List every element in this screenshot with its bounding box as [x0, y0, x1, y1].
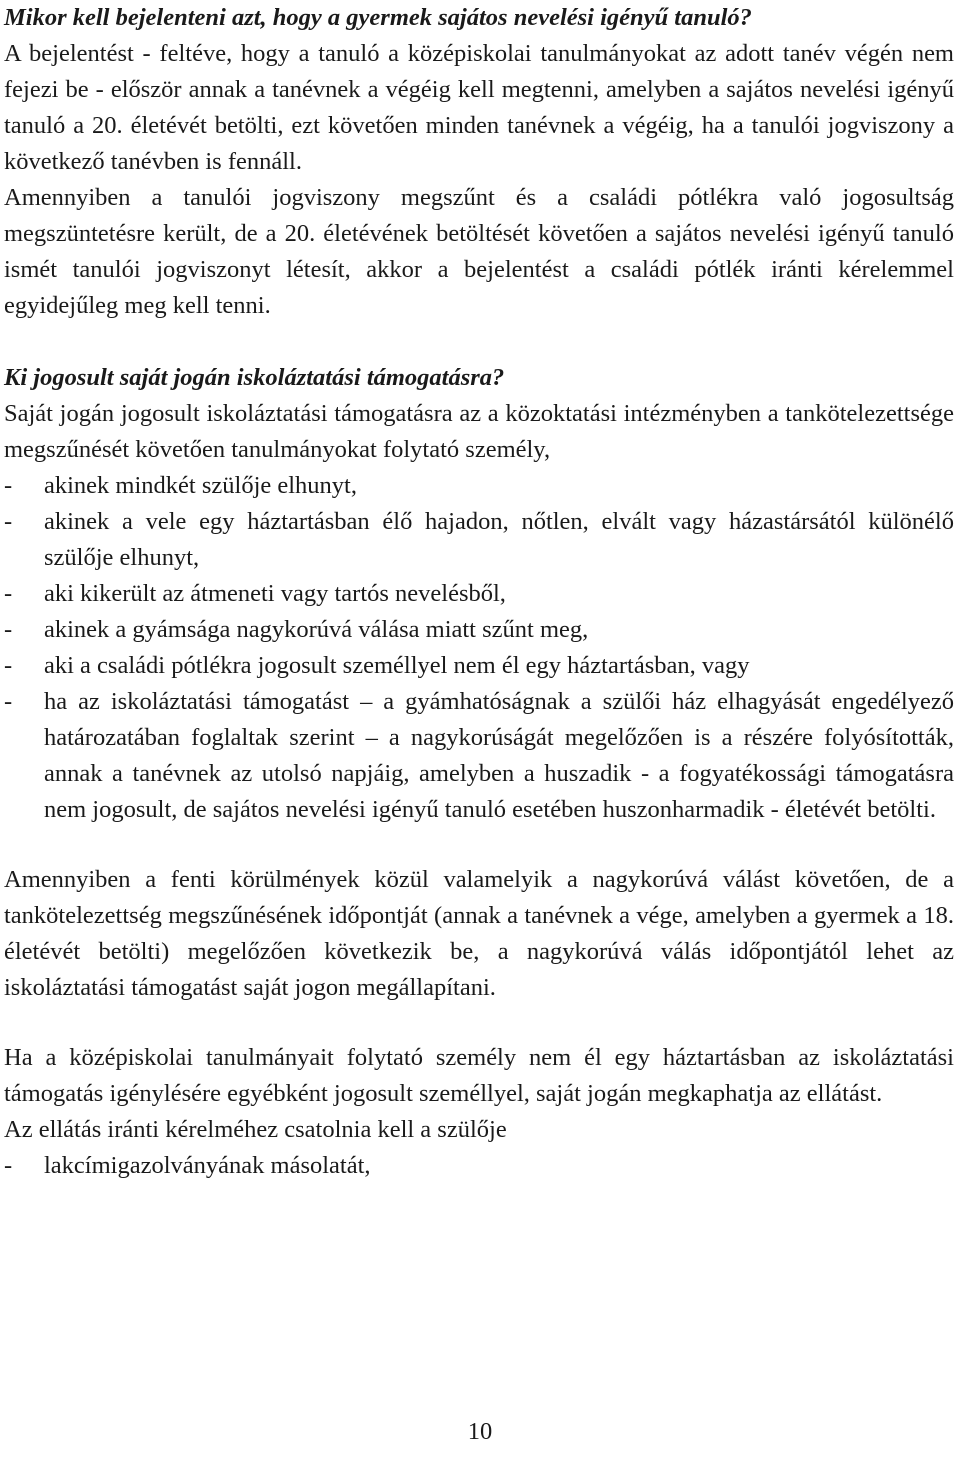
- list-dash: -: [4, 508, 13, 535]
- document-page: [4, 0, 954, 1184]
- list-item: [4, 504, 954, 576]
- section2-heading: Ki jogosult saját jogán iskoláztatási támogatásra?: [4, 364, 505, 391]
- list-item: [4, 468, 954, 504]
- list-item-text: ha az iskoláztatási támogatást – a gyámhatóságnak a szülői ház elhagyását engedélyező határozatában foglaltak szerint – a nagykorúságát megelőzően is a részére folyósították, annak a tanévnek az utolsó napjáig, amelyben a huszadik - a fogyatékossági támogatásra nem jogosult, de sajátos nevelési igényű tanuló esetében huszonharmadik - életévét betölti.: [44, 688, 954, 823]
- attachment-intro: Az ellátás iránti kérelméhez csatolnia kell a szülője: [4, 1116, 507, 1143]
- list-dash: -: [4, 688, 13, 715]
- list-item-text: akinek mindkét szülője elhunyt,: [44, 472, 357, 499]
- list-dash: -: [4, 1152, 13, 1179]
- section1-paragraph-2: Amennyiben a tanulói jogviszony megszűnt és a családi pótlékra való jogosultság megszüntetésre került, de a 20. életévének betöltését követően a sajátos nevelési igényű tanuló ismét tanulói jogviszonyt létesít, akkor a bejelentést a családi pótlék iránti kérelemmel egyidejűleg meg kell tenni.: [4, 184, 954, 319]
- list-item-text: lakcímigazolványának másolatát,: [44, 1152, 371, 1179]
- section1-paragraph-1: A bejelentést - feltéve, hogy a tanuló a középiskolai tanulmányokat az adott tanév végén nem fejezi be - először annak a tanévnek a végéig kell megtenni, amelyben a sajátos nevelési igényű tanuló a 20. életévét betölti, ezt követően minden tanévnek a végéig, ha a tanulói jogviszony a következő tanévben is fennáll.: [4, 40, 954, 175]
- list-item: [4, 684, 954, 828]
- list-dash: -: [4, 472, 13, 499]
- page-number: 10: [467, 1418, 493, 1445]
- list-dash: -: [4, 616, 13, 643]
- list-item-text: akinek a vele egy háztartásban élő hajadon, nőtlen, elvált vagy házastársától különélő szülője elhunyt,: [44, 508, 954, 571]
- section2-paragraph-household: Ha a középiskolai tanulmányait folytató személy nem él egy háztartásban az iskoláztatási támogatás igénylésére egyébként jogosult személlyel, saját jogán megkaphatja az ellátást.: [4, 1044, 954, 1107]
- list-dash: -: [4, 580, 13, 607]
- list-item: [4, 648, 954, 684]
- list-item: [4, 612, 954, 648]
- list-item: [4, 576, 954, 612]
- attachment-list: [4, 1148, 954, 1184]
- list-item: [4, 1148, 954, 1184]
- section1-heading: Mikor kell bejelenteni azt, hogy a gyermek sajátos nevelési igényű tanuló?: [4, 4, 752, 31]
- section2-intro: Saját jogán jogosult iskoláztatási támogatásra az a közoktatási intézményben a tankötelezettsége megszűnését követően tanulmányokat folytató személy,: [4, 400, 954, 463]
- list-dash: -: [4, 652, 13, 679]
- eligibility-list: [4, 468, 954, 828]
- list-item-text: aki kikerült az átmeneti vagy tartós nevelésből,: [44, 580, 506, 607]
- list-item-text: aki a családi pótlékra jogosult személlyel nem él egy háztartásban, vagy: [44, 652, 750, 679]
- section2-paragraph-after: Amennyiben a fenti körülmények közül valamelyik a nagykorúvá válást követően, de a tankötelezettség megszűnésének időpontját (annak a tanévnek a vége, amelyben a gyermek a 18. életévét betölti) megelőzően következik be, a nagykorúvá válás időpontjától lehet az iskoláztatási támogatást saját jogon megállapítani.: [4, 866, 954, 1001]
- list-item-text: akinek a gyámsága nagykorúvá válása miatt szűnt meg,: [44, 616, 589, 643]
